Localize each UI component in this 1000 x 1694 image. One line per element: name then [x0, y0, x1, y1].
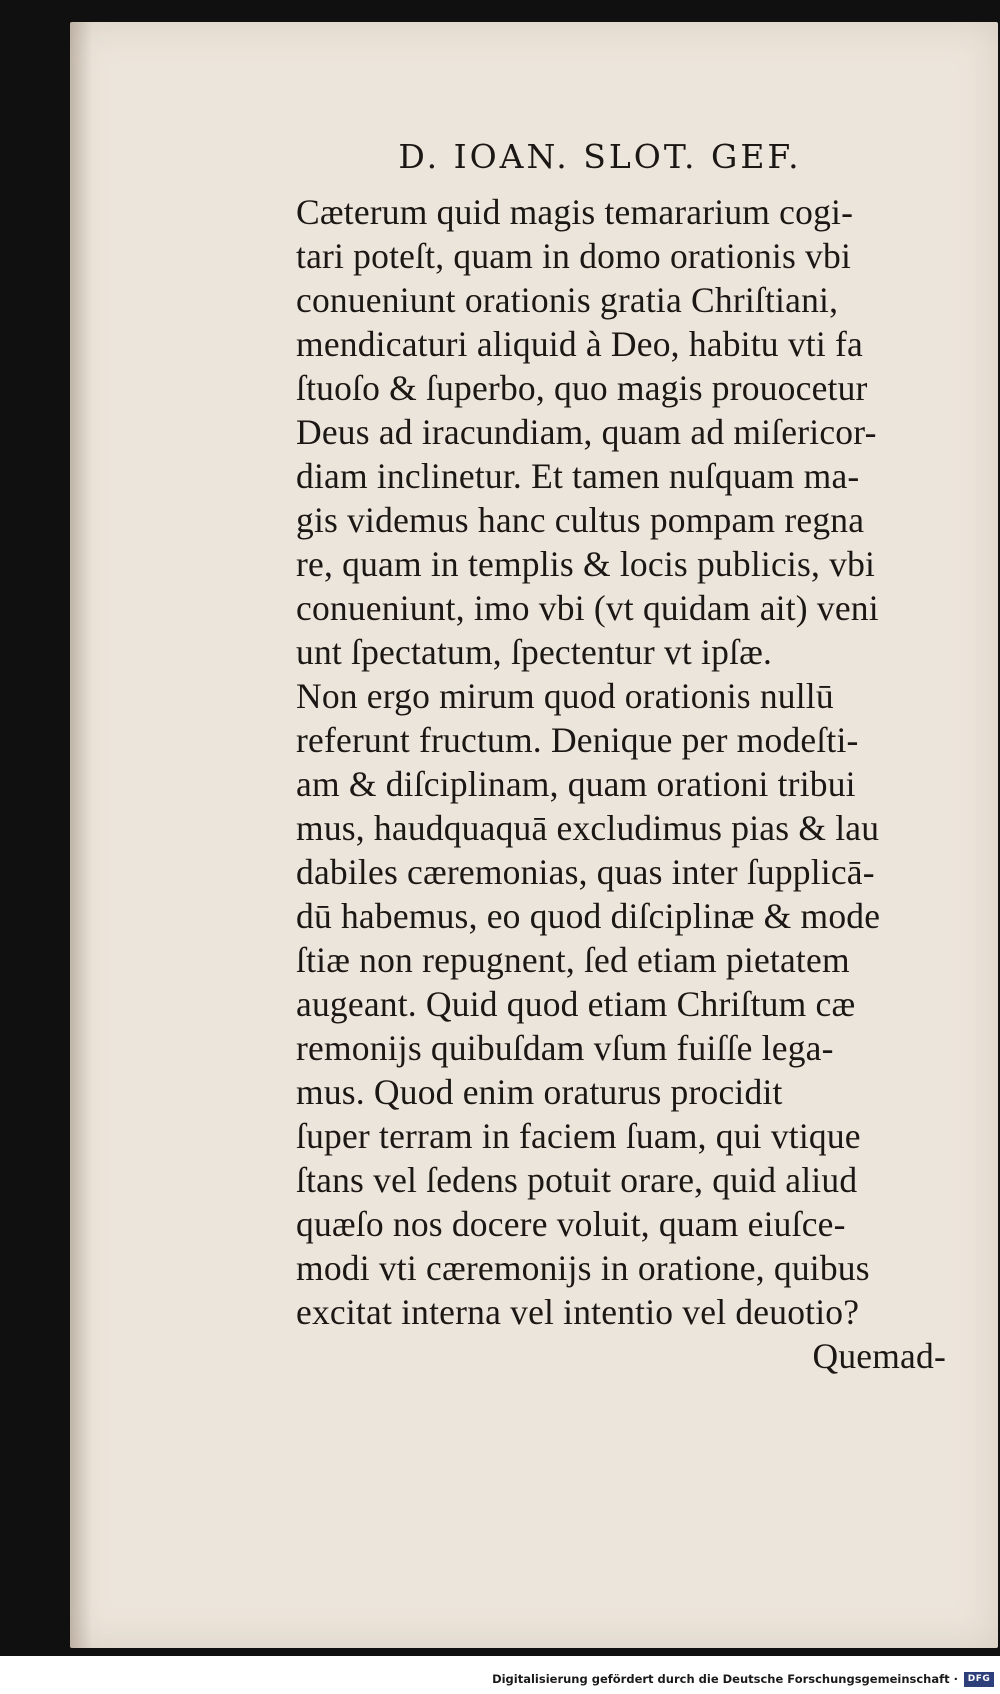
body-text: [296, 190, 956, 1378]
text-line: quæſo nos docere voluit, quam eiuſce-: [296, 1204, 846, 1244]
text-line: Cæterum quid magis temararium cogi-: [296, 192, 854, 232]
text-line: remonijs quibuſdam vſum fuiſſe lega-: [296, 1028, 834, 1068]
dfg-logo-icon: DFG: [964, 1672, 994, 1687]
text-line: Deus ad iracundiam, quam ad miſericor-: [296, 412, 877, 452]
text-line: unt ſpectatum, ſpectentur vt ipſæ.: [296, 632, 773, 672]
text-line: ſtiæ non repugnent, ſed etiam pietatem: [296, 940, 850, 980]
text-line: diam inclinetur. Et tamen nuſquam ma-: [296, 456, 860, 496]
page-gutter-shadow: [70, 22, 92, 1648]
text-line: gis videmus hanc cultus pompam regna: [296, 500, 865, 540]
text-line: am & diſciplinam, quam orationi tribui: [296, 764, 856, 804]
text-line: mus, haudquaquā excludimus pias & lau: [296, 808, 880, 848]
catchword: Quemad-: [812, 1336, 946, 1376]
text-line: mus. Quod enim oraturus procidit: [296, 1072, 783, 1112]
text-line: excitat interna vel intentio vel deuotio?: [296, 1292, 860, 1332]
footer-strip: [0, 1656, 1000, 1694]
text-line: conueniunt orationis gratia Chriſtiani,: [296, 280, 839, 320]
text-line: modi vti cæremonijs in oratione, quibus: [296, 1248, 870, 1288]
text-line: dabiles cæremonias, quas inter ſupplicā-: [296, 852, 875, 892]
text-line: re, quam in templis & locis publicis, vbi: [296, 544, 876, 584]
text-line: mendicaturi aliquid à Deo, habitu vti fa: [296, 324, 863, 364]
running-head: D. IOAN. SLOT. GEF.: [398, 137, 802, 176]
text-line: augeant. Quid quod etiam Chriſtum cæ: [296, 984, 856, 1024]
text-line: conueniunt, imo vbi (vt quidam ait) veni: [296, 588, 879, 628]
text-line: ſtans vel ſedens potuit orare, quid aliud: [296, 1160, 858, 1200]
text-line: ſuper terram in faciem ſuam, qui vtique: [296, 1116, 861, 1156]
text-line: dū habemus, eo quod diſciplinæ & mode: [296, 896, 881, 936]
text-line: ſtuoſo & ſuperbo, quo magis prouocetur: [296, 368, 868, 408]
text-line: Non ergo mirum quod orationis nullū: [296, 676, 834, 716]
digitization-credit: Digitalisierung gefördert durch die Deutsche Forschungsgemeinschaft ·: [492, 1672, 958, 1686]
text-line: referunt fructum. Denique per modeſti-: [296, 720, 859, 760]
text-line: tari poteſt, quam in domo orationis vbi: [296, 236, 852, 276]
